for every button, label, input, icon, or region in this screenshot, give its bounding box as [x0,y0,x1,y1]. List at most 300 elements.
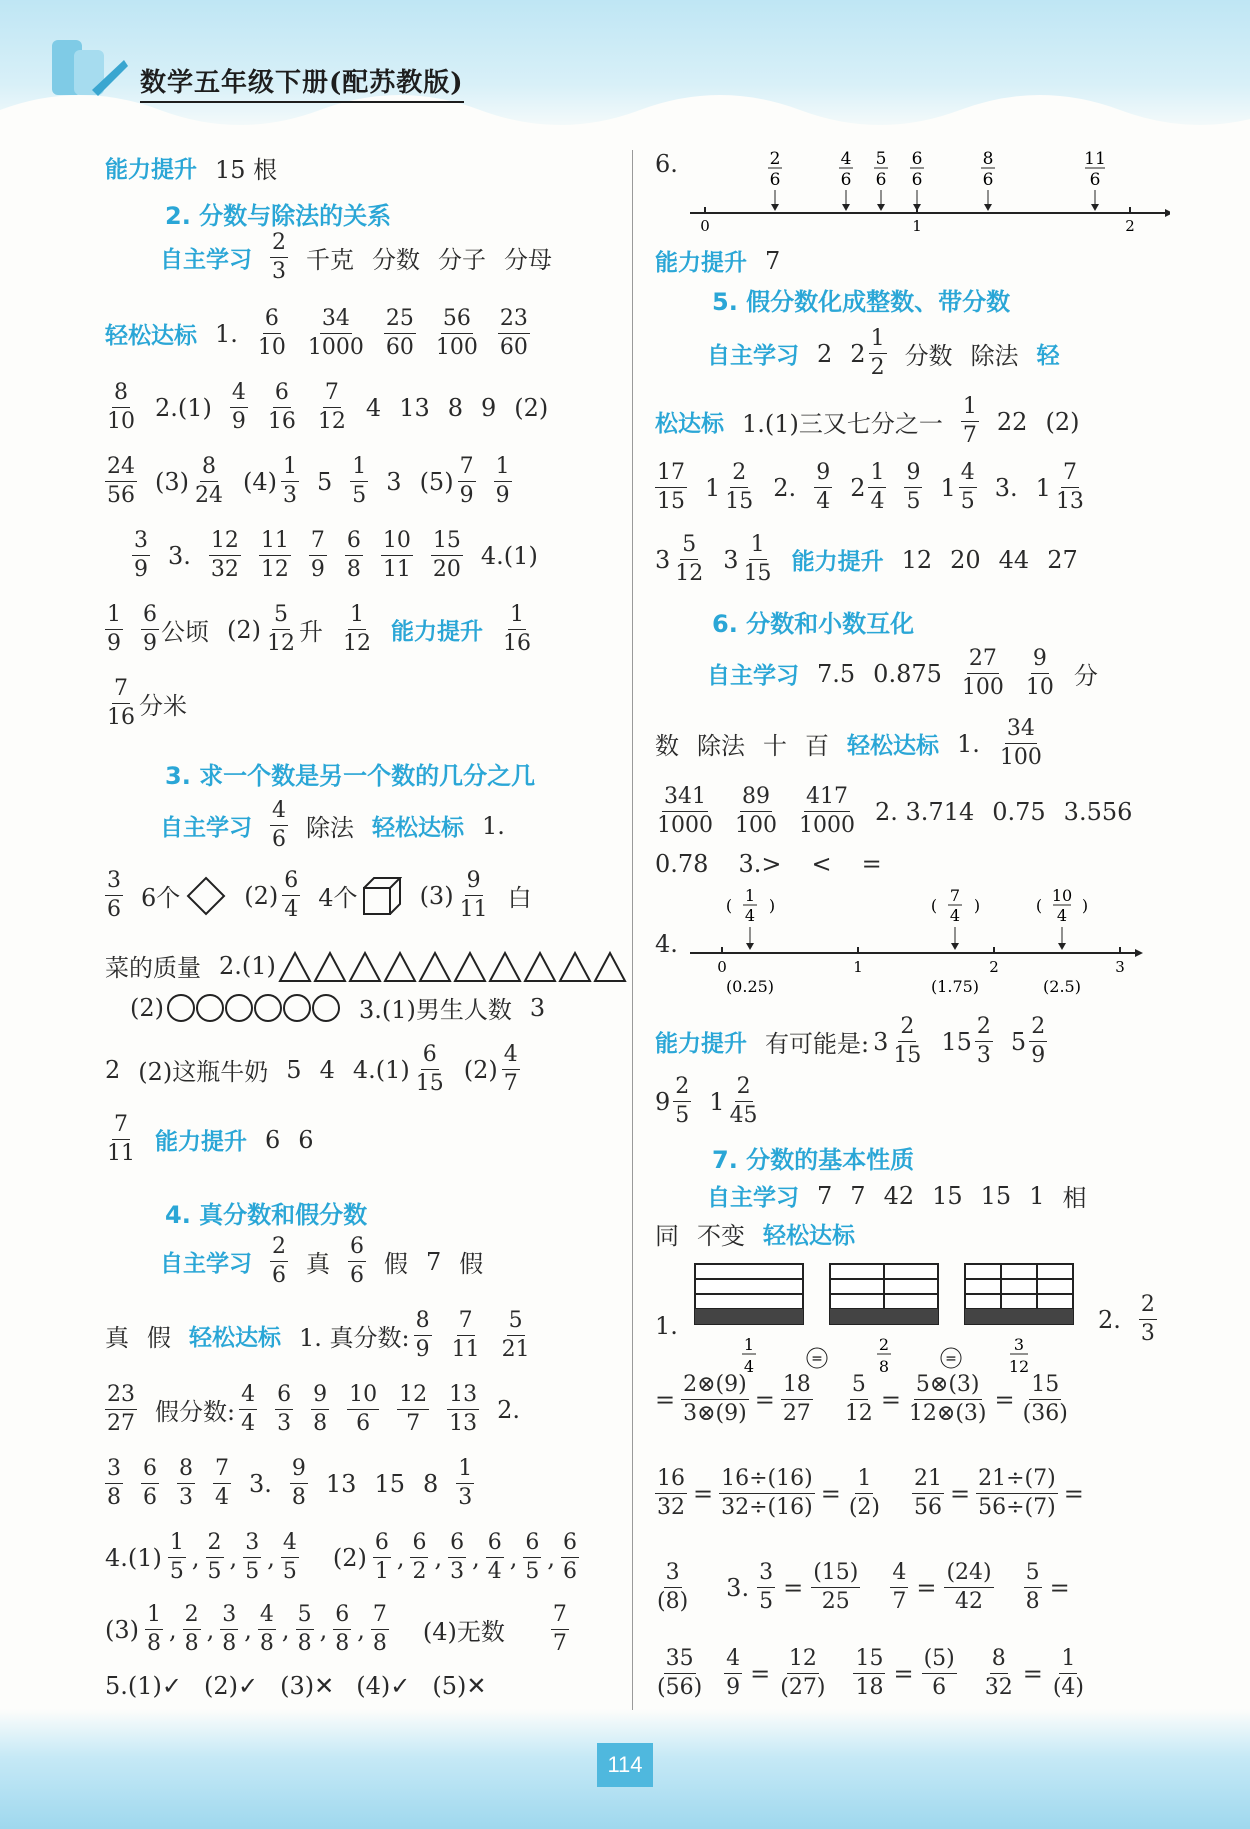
fraction [270,1236,288,1287]
text-value: 12 [317,409,346,434]
fraction [447,1384,479,1435]
line-r20 [655,1648,1086,1699]
fraction [961,396,979,447]
line-l06 [132,530,538,581]
fraction [912,1468,944,1519]
answer-text: 有可能是: [765,1030,870,1058]
label-den: 6 [982,170,994,190]
text-value: 24 [195,483,223,508]
text-value: 2 [850,339,866,368]
text-value: 3 [976,1043,991,1068]
answer-text: (2) [130,993,164,1022]
text-value: 12 [844,1401,873,1426]
text-value: 8 [291,1485,306,1510]
text-value: 5 [507,1310,525,1336]
fraction [105,1114,137,1165]
label-num: 10 [1051,886,1073,905]
bar-caption-num: 3 [1013,1335,1025,1354]
text-value: 5⊗(3) [914,1374,982,1400]
text-value: 4 [281,1532,299,1558]
answer-text: (2) [332,1543,367,1572]
line-r18 [655,1468,1084,1519]
text-value: 13 [449,1411,478,1436]
answer-text: 0.75 [992,797,1046,826]
equal-sign: = [1049,1573,1070,1602]
section-title-4 [165,1195,367,1230]
fraction [523,1532,541,1583]
text-value: 56 [107,483,135,508]
line-r06 [655,534,1078,585]
answer-text: 千克 [306,246,354,274]
text-value: 5 [759,1589,774,1614]
answer-text: 4.(1) [480,541,538,570]
fraction [311,1384,329,1435]
text-value: 6 [932,1675,947,1700]
bar-caption-den: 4 [743,1357,755,1376]
answer-text: 3 [386,467,402,496]
text-value: 10 [257,335,286,360]
text-value: 8 [372,1631,387,1656]
line-l12 [130,990,545,1025]
section-label: 自主学习 [707,663,799,689]
answer-text: 3.> [738,850,782,878]
answer-text: (3) [419,881,454,910]
line-r07 [707,648,1098,699]
text-value: 3 [105,1458,123,1484]
line-r13 [655,1076,760,1127]
fraction [811,1562,860,1613]
fraction [105,870,123,921]
answer-text: 2 [817,339,833,368]
fraction [673,1076,691,1127]
text-value: (4) [1052,1675,1085,1700]
section-label: 自主学习 [160,247,252,273]
text-value: 9 [1031,1043,1046,1068]
text-value: 7 [552,1631,567,1656]
svg-text:(: ( [725,896,733,915]
text-value: 341 [662,786,708,812]
fraction [209,530,241,581]
text-value: 9 [134,557,148,582]
mixed-number [850,328,886,379]
text-value: 27 [782,1401,811,1426]
fraction [306,308,366,359]
number-line-4 [680,885,1150,1000]
section-label: 轻松达标 [189,1325,281,1351]
text-value: 45 [729,1103,758,1128]
text-value: 6 [272,827,286,852]
answer-text: 分子 [438,246,486,274]
text-value: 32÷(16) [721,1495,813,1520]
text-value: 35 [664,1648,696,1674]
text-value: 6 [272,1263,286,1288]
label-num: 8 [982,149,994,169]
text-value: 1000 [307,335,364,360]
mixed-number [873,1016,923,1067]
answer-text: 3. [249,1469,272,1498]
line-r08 [655,718,1044,769]
circle-row [166,992,341,1024]
text-value: 100 [735,813,777,838]
equal-sign: = [945,1351,957,1367]
answer-text: 4.(1) [352,1055,410,1084]
text-value: 5 [272,604,290,630]
answer-text: 15 根 [215,156,278,184]
text-value: 2 [975,1016,993,1042]
text-value: 1 [1035,473,1051,502]
answer-text: 2.(1) [155,393,212,422]
text-value: 5 [906,489,921,514]
line-l10 [105,870,532,921]
text-value: 60 [385,335,414,360]
section-label: 能力提升 [655,250,747,276]
label-num: 11 [1084,149,1106,169]
text-value: 27 [107,1411,135,1436]
text-value: 6 [448,1532,466,1558]
text-value: 4 [502,1044,520,1070]
fraction [281,1532,299,1583]
answer-text: 7 [850,1181,866,1210]
label-num: 6 [911,149,923,169]
axis-tick: 0 [700,217,710,235]
text-value: 9 [143,631,157,656]
section-title-5 [712,282,1010,317]
section-label: 轻松达标 [847,733,939,759]
answer-text: 13 [325,1469,357,1498]
text-value: 2 [730,462,748,488]
text-value: 4 [270,800,288,826]
section-label: 轻 [1036,343,1060,369]
answer-text: (2) [514,393,549,422]
text-value: 1 [869,328,887,354]
label-num: 1 [744,886,756,905]
text-value: 20 [432,557,461,582]
section-label: 自主学习 [160,815,252,841]
cube-shape [362,876,402,916]
axis-tick: 3 [1115,958,1125,976]
text-value: 32 [984,1675,1013,1700]
answer-text: 12 [901,545,933,574]
answer-text: 1.(1)三又七分之一 [742,410,943,438]
section-title-7 [712,1140,914,1175]
fraction [1051,1648,1086,1699]
text-value: 4 [724,1648,742,1674]
text-value: 10 [107,409,135,434]
label-den: 4 [1056,906,1068,925]
text-value: 2 [870,355,885,380]
equal-sign: = [820,1479,841,1508]
text-value: 1 [961,396,979,422]
triangle-row [278,949,628,983]
text-value: 12 [260,557,289,582]
label-den: 6 [840,170,852,190]
fraction [371,1604,389,1655]
mixed-number [1011,1016,1047,1067]
section-label: 松达标 [655,411,724,437]
fraction [270,232,288,283]
text-value: 9 [904,462,922,488]
fraction [673,534,705,585]
line-l02 [160,232,552,283]
answer-text: 相 [1062,1184,1087,1212]
fraction [561,1532,579,1583]
text-value: 5 [296,1604,314,1630]
fraction [976,1468,1058,1519]
text-value: 100 [435,335,478,360]
text-value: (36) [1022,1401,1068,1426]
section-label: 轻松达标 [105,323,197,349]
answer-text: 7 [426,1247,442,1276]
mixed-number [709,1076,759,1127]
fraction [265,604,297,655]
fraction [384,308,416,359]
fraction [259,530,291,581]
equal-sign: = [1063,1479,1084,1508]
line-r16-right [1098,1294,1157,1345]
answer-text: 0.78 [655,850,709,878]
section-title: 5. 假分数化成整数、带分数 [712,288,1011,316]
fraction [494,456,512,507]
fraction [1024,1562,1042,1613]
text-value: 10 [1025,675,1054,700]
answer-text: 分米 [139,692,187,720]
fraction [256,308,288,359]
text-value: 4 [241,1411,256,1436]
section-label: 自主学习 [160,1251,252,1277]
fraction [258,1604,276,1655]
answer-text: (3) [155,467,189,496]
fraction [348,1236,366,1287]
fraction [922,1648,957,1699]
text-value: 8 [1025,1589,1040,1614]
fraction [983,1648,1015,1699]
text-value: 1 [145,1604,163,1630]
section-title-2 [165,196,391,231]
equal-sign: = [754,1385,775,1414]
section-title: 3. 求一个数是另一个数的几分之几 [165,762,536,790]
bar-caption-num: 1 [743,1335,755,1354]
text-value: 15 [415,1071,444,1096]
text-value: 1 [168,1532,186,1558]
text-value: 6 [333,1604,351,1630]
answer-text: 分 [1073,662,1098,690]
answer-text: 假分数: [155,1398,236,1426]
axis-tick: 1 [912,217,922,235]
axis-tick: 2 [1125,217,1135,235]
answer-text: 9 [481,393,497,422]
text-value: 3 [220,1604,238,1630]
line-l18 [105,1458,474,1509]
section-label: 自主学习 [707,1185,799,1211]
fraction [183,1604,201,1655]
answer-text: (2) [244,881,279,910]
text-value: 5 [282,1559,297,1584]
section-label: 轻松达标 [763,1223,855,1249]
text-value: 4 [816,489,831,514]
fraction [1021,1374,1070,1425]
equal-sign: = [750,1659,771,1688]
text-value: 5 [169,1559,184,1584]
text-value: 1 [494,456,512,482]
line-l15 [160,1236,483,1287]
label-num: 4 [840,149,852,169]
fraction [975,1016,993,1067]
fraction [814,462,832,513]
section-label: 能力提升 [391,619,483,645]
text-value: 3⊗(9) [683,1401,747,1426]
answer-text: 2. [497,1395,520,1424]
answer-text: (4)✓ [356,1672,411,1700]
fraction [105,382,137,433]
text-value: 4 [239,1384,257,1410]
text-value: 5 [1024,1562,1042,1588]
answer-text: 假 [384,1250,408,1278]
section-label: 能力提升 [791,549,884,575]
text-value: 6 [348,1236,366,1262]
line-l17 [105,1384,520,1435]
answer-text: 分数 [372,246,420,274]
fraction [551,1604,569,1655]
fraction [733,786,779,837]
text-value: 7 [503,1071,518,1096]
fraction [266,382,298,433]
text-value: (5) [922,1648,957,1674]
answer-text: (2)这瓶牛奶 [138,1058,269,1086]
answer-text: 8 [447,393,464,422]
answer-text: = [861,850,882,878]
fraction [728,1076,760,1127]
fraction [177,1458,195,1509]
text-value: 9 [814,462,832,488]
text-value: 10 [381,530,413,556]
text-value: 6 [273,382,291,408]
text-value: 6 [563,1559,578,1584]
text-value: 6 [421,1044,439,1070]
answer-text: 公顷 [161,618,209,646]
line-r02 [655,244,780,277]
fraction [960,648,1006,699]
fraction [959,462,977,513]
text-value: 9 [495,483,510,508]
answer-text: 3 [529,993,546,1022]
text-value: 24 [105,456,137,482]
equal-sign: = [693,1479,714,1508]
fraction [282,870,300,921]
fraction [345,530,363,581]
text-value: 12 [787,1648,819,1674]
line-r03 [707,328,1060,379]
fraction [341,604,373,655]
fraction [458,456,476,507]
text-value: 7 [458,456,476,482]
line-l09 [160,800,505,851]
answer-text: 菜的质量 [105,954,201,982]
text-value: 2 [1029,1016,1047,1042]
text-value: 1 [350,456,368,482]
fraction [907,1374,989,1425]
text-value: 6 [107,897,121,922]
text-value: 21÷(7) [976,1468,1058,1494]
bar-caption-den: 8 [878,1357,890,1376]
text-value: 9 [465,870,483,896]
text-value: 1000 [799,813,855,838]
text-value: 27 [967,648,999,674]
fraction [450,1310,482,1361]
answer-text: 8 [423,1469,439,1498]
text-value: 3 [179,1485,193,1510]
text-value: 89 [740,786,772,812]
equal-sign: = [655,1385,676,1414]
text-value: 7 [1061,462,1079,488]
answer-text: 4.(1) [105,1543,162,1572]
text-value: 21 [912,1468,944,1494]
text-value: 9 [459,483,474,508]
text-value: 13 [447,1384,479,1410]
mixed-number [850,462,886,513]
text-value: 18 [855,1675,884,1700]
fraction [309,530,327,581]
fraction [456,1458,474,1509]
fraction [681,1374,749,1425]
text-value: 12 [675,561,704,586]
section-label: 能力提升 [655,1031,747,1057]
text-value: 6 [356,1411,371,1436]
fraction [458,870,490,921]
point-value: (0.25) [725,977,775,996]
line-l03 [105,308,530,359]
text-value: 9 [231,409,246,434]
answer-text: (3)✕ [280,1672,335,1700]
text-value: 8 [200,456,218,482]
text-value: 2 [206,1532,224,1558]
fraction [141,604,159,655]
text-value: 32 [210,557,239,582]
fraction [132,530,150,581]
answer-text: 百 [805,732,829,760]
answer-text: 4 [319,1055,335,1084]
answer-text: 假 [147,1324,171,1352]
line-r14 [707,1178,1086,1213]
answer-text: 5.(1)✓ [105,1672,183,1700]
text-value: 12⊗(3) [908,1401,987,1426]
text-value: 6 [350,1263,364,1288]
line-r15 [655,1216,855,1251]
label-den: 6 [875,170,887,190]
answer-text: 3.(1)男生人数 [359,996,512,1024]
fraction [890,1562,908,1613]
fraction [296,1604,314,1655]
line-r10 [655,850,882,878]
fraction [1139,1294,1157,1345]
text-value: 6 [275,1384,293,1410]
answer-text: 除法 [306,814,354,842]
fraction [275,1384,293,1435]
text-value: 2 [735,1076,753,1102]
text-value: 8 [335,1631,350,1656]
fraction [891,1016,923,1067]
section-label: 轻松达标 [372,815,464,841]
axis-tick: 0 [717,958,727,976]
svg-text:(: ( [930,896,938,915]
equal-sign: = [893,1659,914,1688]
answer-text: 22 [996,407,1028,436]
fraction [486,1532,504,1583]
text-value: 8 [313,1411,328,1436]
mixed-number [1036,462,1086,513]
label-den: 4 [744,906,756,925]
fraction [655,1562,690,1613]
equal-sign: = [1022,1659,1043,1688]
